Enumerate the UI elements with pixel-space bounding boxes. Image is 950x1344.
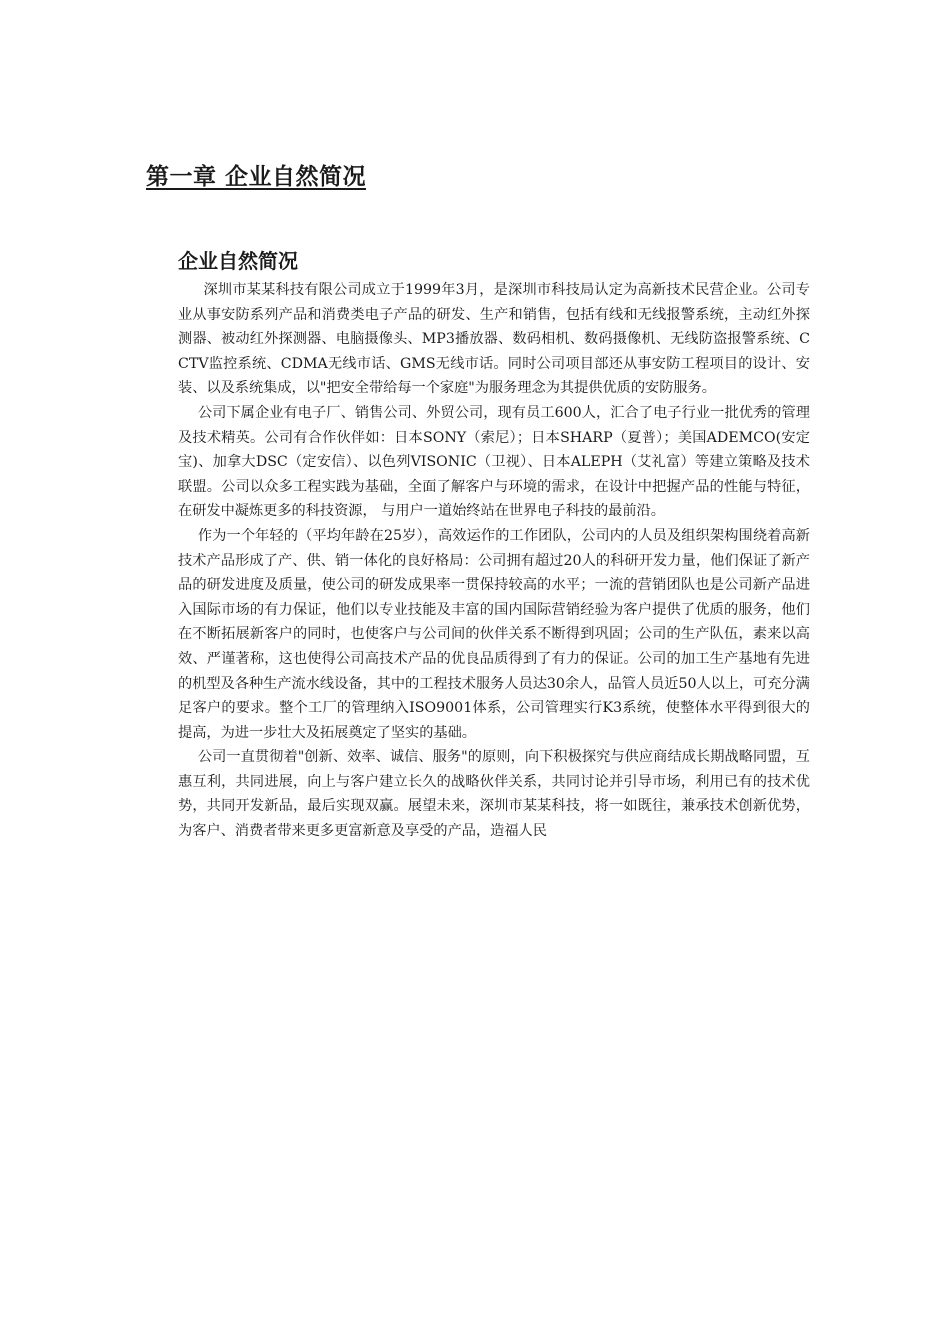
paragraph-subsidiaries-partners: 公司下属企业有电子厂、销售公司、外贸公司，现有员工600人，汇合了电子行业一批优秀的管理及技术精英。公司有合作伙伴如：日本SONY（索尼）；日本SHARP（夏普）；美国ADEMCO(安定宝)、加拿大DSC（定安信）、以色列VISONIC（卫视）、日本ALEPH（艾礼富）等建立策略及技术联盟。公司以众多工程实践为基础，全面了解客户与环境的需求，在设计中把握产品的性能与特征，在研发中凝炼更多的科技资源， 与用户一道始终站在世界电子科技的最前沿。 xyxy=(178,404,810,520)
paragraph-principles-outlook: 公司一直贯彻着"创新、效率、诚信、服务"的原则，向下积极探究与供应商结成长期战略同盟，互惠互利，共同进展，向上与客户建立长久的战略伙伴关系，共同讨论并引导市场，利用已有的技术优势，共同开发新品，最后实现双赢。展望未来，深圳市某某科技，将一如既往，兼承技术创新优势，为客户、消费者带来更多更富新意及享受的产品，造福人民 xyxy=(178,749,810,840)
chapter-title: 第一章 企业自然简况 xyxy=(146,164,367,190)
paragraph-company-intro: 深圳市某某科技有限公司成立于1999年3月，是深圳市科技局认定为高新技术民营企业。公司专业从事安防系列产品和消费类电子产品的研发、生产和销售，包括有线和无线报警系统，主动红外探测器、被动红外探测器、电脑摄像头、MP3播放器、数码相机、数码摄像机、无线防盗报警系统、CCTV监控系统、CDMA无线市话、GMS无线市话。同时公司项目部还从事安防工程项目的设计、安装、以及系统集成，以"把安全带给每一个家庭"为服务理念为其提供优质的安防服务。 xyxy=(178,282,810,397)
section-title: 企业自然简况 xyxy=(178,249,298,273)
section-company-overview xyxy=(178,248,810,844)
paragraph-team-production: 作为一个年轻的（平均年龄在25岁），高效运作的工作团队，公司内的人员及组织架构围绕着高新技术产品形成了产、供、销一体化的良好格局：公司拥有超过20人的科研开发力量，他们保证了新产品的研发进度及质量，使公司的研发成果率一贯保持较高的水平；一流的营销团队也是公司新产品进入国际市场的有力保证，他们以专业技能及丰富的国内国际营销经验为客户提供了优质的服务，他们在不断拓展新客户的同时，也使客户与公司间的伙伴关系不断得到巩固；公司的生产队伍，素来以高效、严谨著称，这也使得公司高技术产品的优良品质得到了有力的保证。公司的加工生产基地有先进的机型及各种生产流水线设备，其中的工程技术服务人员达30余人，品管人员近50人以上，可充分满足客户的要求。整个工厂的管理纳入ISO9001体系，公司管理实行K3系统，使整体水平得到很大的提高，为进一步壮大及拓展奠定了坚实的基础。 xyxy=(178,527,810,741)
